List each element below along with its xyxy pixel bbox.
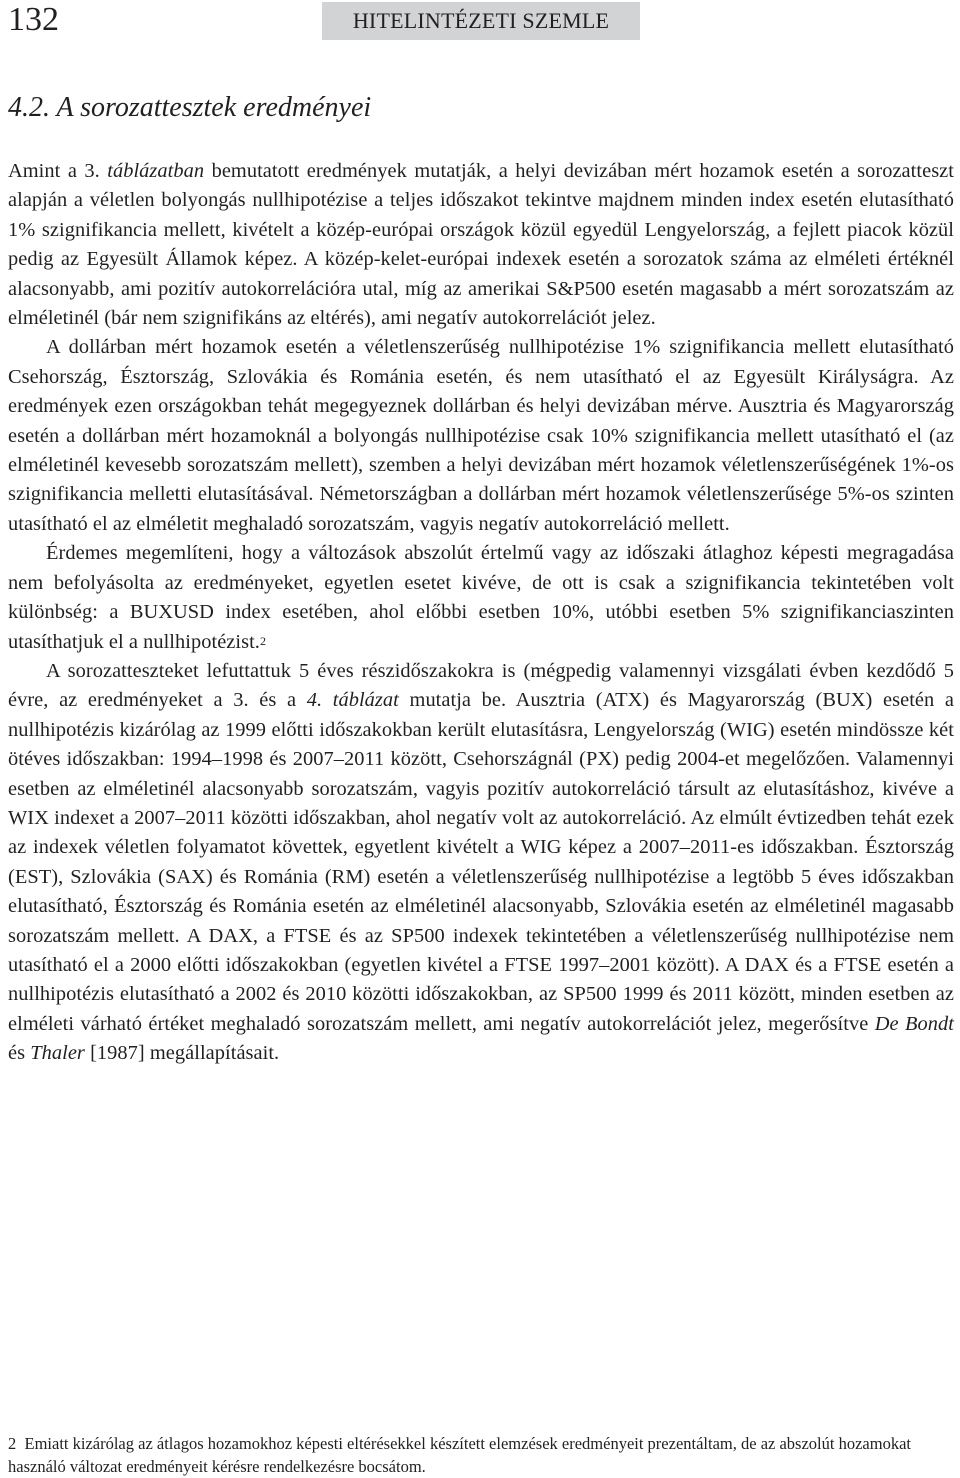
text-run: Amint a 3.: [8, 160, 108, 182]
page-number: 132: [8, 1, 59, 38]
paragraph: [8, 157, 954, 333]
text-run: Érdemes megemlíteni, hogy a változások abszolút értelmű vagy az időszaki átlaghoz képesti megragadása nem befolyásolta az eredményeket, egyetlen esetet kivéve, de ott is csak a szignifikancia tekintetében volt különbség: a BUXUSD index esetében, ahol előbbi esetben 10%, utóbbi esetben 5% szignifikanciaszinten utasíthatjuk el a nullhipotézist.: [8, 542, 954, 653]
body-text: [8, 157, 954, 1069]
text-run: A dollárban mért hozamok esetén a véletlenszerűség nullhipotézise 1% szignifikancia mellett elutasítható Csehország, Észtország, Szlovákia és Románia esetén, és nem utasítható el az Egyesült Királyságra. Az eredmények ezen országokban tehát megegyeznek dollárban és helyi devizában mérve. Ausztria és Magyarország esetén a dollárban mért hozamoknál a bolyongás nullhipotézise csak 10% szignifikancia mellett utasítható el (az elméletinél kevesebb sorozatszám mellett), szemben a helyi devizában mért hozamok véletlenszerűségének 1%-os szignifikancia melletti elutasításával. Németországban a dollárban mért hozamok véletlenszerűsége 5%-os szinten utasítható el az elméletit meghaladó sorozatszám, vagyis negatív autokorreláció mellett.: [8, 336, 954, 535]
paragraph: [8, 333, 954, 539]
journal-title-banner: HITELINTÉZETI SZEMLE: [322, 2, 640, 40]
text-run: és: [8, 1042, 31, 1065]
text-run: mutatja be. Ausztria (ATX) és Magyarország (BUX) esetén a nullhipotézis kizárólag az 1999 előtti időszakokban került elutasításra, Lengyelország (WIG) esetén mindössze két ötéves időszakban: 1994–1998 és 2007–2011 között, Csehországnál (PX) pedig 2004-et megelőzően. Valamennyi esetben az elméletinél alacsonyabb sorozatszám, vagyis pozitív autokorreláció társult az elutasításhoz, kivéve a WIX indexet a 2007–2011 közötti időszakban, ahol negatív volt az autokorreláció. Az elmúlt évtizedben tehát ezek az indexek véletlen folyamatot követtek, egyetlent kivételt a WIG képez a 2007–2011-es időszakban. Észtország (EST), Szlovákia (SAX) és Románia (RM) esetén a véletlenszerűség nullhipotézise a legtöbb 5 éves időszakban elutasítható, Észtország és Románia esetén az elméletinél alacsonyabb, Szlovákia esetén az elméletinél magasabb sorozatszám mellett. A DAX, a FTSE és az SP500 indexek tekintetében a véletlenszerűség nullhipotézise nem utasítható el a 2000 előtti időszakokban (egyetlen kivétel a FTSE 1997–2001 között). A DAX és a FTSE esetén a nullhipotézis elutasítható a 2002 és 2010 közötti időszakokban, az SP500 1999 és 2011 között, minden esetben az elméleti várható értéket meghaladó sorozatszám mellett, ami negatív autokorrelációt jelez, megerősítve: [8, 689, 955, 1035]
footnote: [8, 1432, 954, 1478]
footnote-number: 2: [8, 1434, 17, 1453]
footnote-text: Emiatt kizárólag az átlagos hozamokhoz képesti eltérésekkel készített elemzések eredményeit prezentáltam, de az abszolút hozamokat használó változat eredményeit kérésre rendelkezésre bocsátom.: [8, 1434, 911, 1476]
table-reference: táblázatban: [107, 160, 205, 182]
paragraph: [8, 657, 954, 1069]
author-name: De Bondt: [874, 1012, 954, 1035]
footnote-marker: 2: [259, 633, 267, 648]
table-reference: 4. táblázat: [306, 689, 399, 712]
section-heading: 4.2. A sorozattesztek eredményei: [8, 92, 372, 123]
text-run: A sorozatteszteket lefuttattuk 5 éves részidőszakokra is (mégpedig valamennyi vizsgálati évben kezdődő 5 évre, az eredményeket a 3. és a: [8, 659, 954, 712]
paragraph: [8, 539, 954, 657]
text-run: [1987] megállapításait.: [84, 1042, 280, 1065]
text-run: bemutatott eredmények mutatják, a helyi devizában mért hozamok esetén a sorozatteszt alapján a véletlen bolyongás nullhipotézise a teljes időszakot tekintve majdnem minden index esetén elutasítható 1% szignifikancia mellett, kivételt a közép-európai országok közül egyedül Lengyelország, a fejlett piacok közül pedig az Egyesült Államok képez. A közép-kelet-európai indexek esetén a sorozatok száma az elméleti értéknél alacsonyabb, ami pozitív autokorrelációra utal, míg az amerikai S&P500 esetén magasabb a mért sorozatszám az elméletinél (bár nem szignifikáns az eltérés), ami negatív autokorrelációt jelez.: [8, 160, 954, 330]
author-name: Thaler: [30, 1042, 85, 1065]
